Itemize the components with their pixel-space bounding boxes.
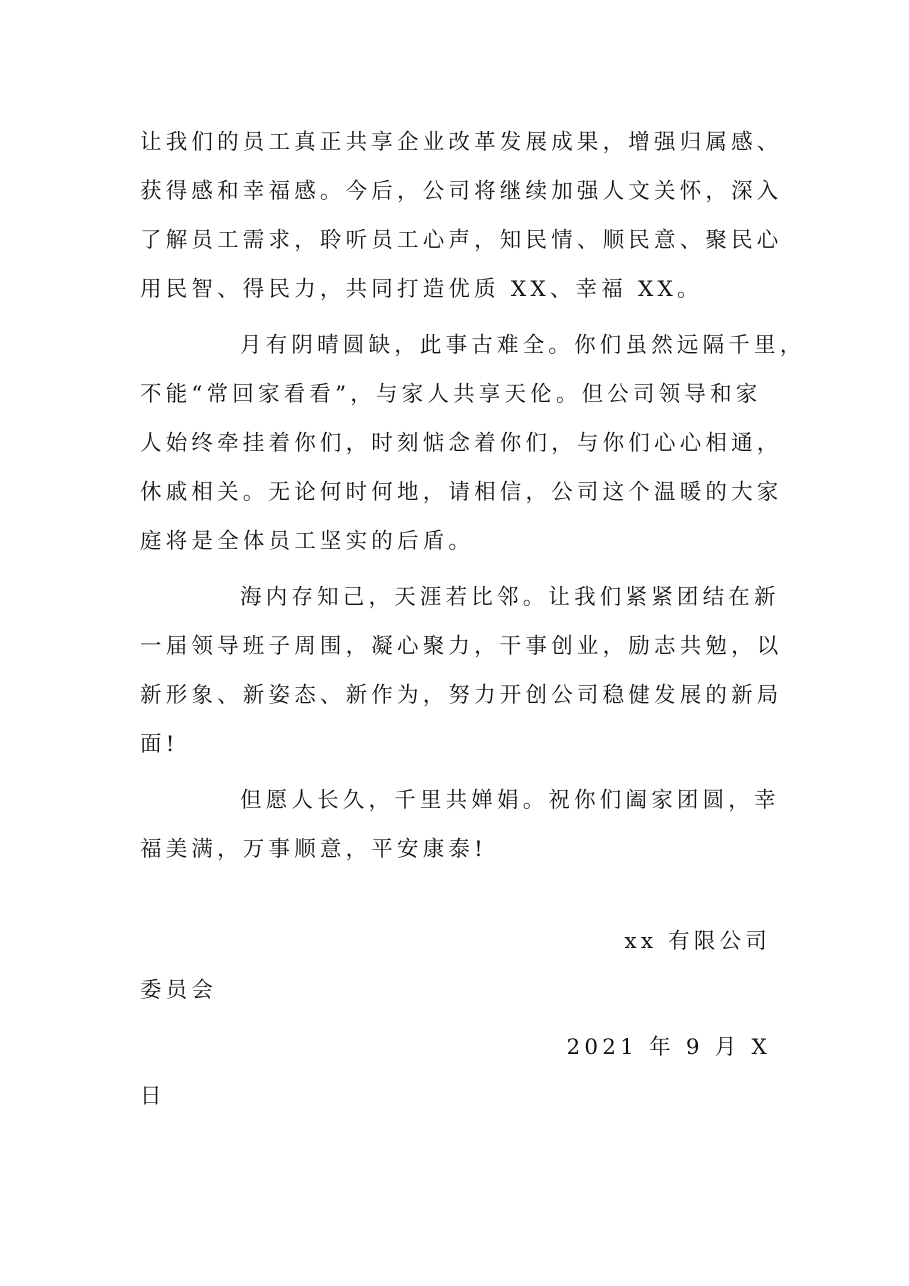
paragraph-2-line-5: 庭将是全体员工坚实的后盾。 (140, 529, 475, 554)
paragraph-1-line-1: 让我们的员工真正共享企业改革发展成果，增强归属感、 (140, 130, 783, 155)
paragraph-1-line-4: 用民智、得民力，共同打造优质 XX、幸福 XX。 (140, 277, 703, 302)
paragraph-3-line-4: 面! (140, 732, 179, 757)
paragraph-2-line-3: 人始终牵挂着你们，时刻惦念着你们，与你们心心相通， (140, 431, 783, 456)
paragraph-2-line-1: 月有阴晴圆缺，此事古难全。你们虽然远隔千里， (240, 333, 806, 358)
paragraph-4-line-1: 但愿人长久，千里共婵娟。祝你们阖家团圆，幸 (240, 788, 780, 813)
signature-date-day: 日 (140, 1084, 166, 1109)
signature-company: xx 有限公司 (624, 929, 771, 954)
paragraph-1-line-3: 了解员工需求，聆听员工心声，知民情、顺民意、聚民心 (140, 228, 783, 253)
paragraph-3-line-2: 一届领导班子周围，凝心聚力，干事创业，励志共勉，以 (140, 634, 783, 659)
signature-committee: 委员会 (140, 978, 218, 1003)
signature-date: 2021 年 9 月 X (566, 1035, 771, 1060)
paragraph-1-line-2: 获得感和幸福感。今后，公司将继续加强人文关怀，深入 (140, 179, 783, 204)
paragraph-2-line-2: 不能“常回家看看”，与家人共享天伦。但公司领导和家 (140, 382, 762, 407)
paragraph-3-line-1: 海内存知己，天涯若比邻。让我们紧紧团结在新 (240, 585, 780, 610)
paragraph-4-line-2: 福美满，万事顺意，平安康泰! (140, 837, 487, 862)
paragraph-2-line-4: 休戚相关。无论何时何地，请相信，公司这个温暖的大家 (140, 480, 783, 505)
paragraph-3-line-3: 新形象、新姿态、新作为，努力开创公司稳健发展的新局 (140, 683, 783, 708)
